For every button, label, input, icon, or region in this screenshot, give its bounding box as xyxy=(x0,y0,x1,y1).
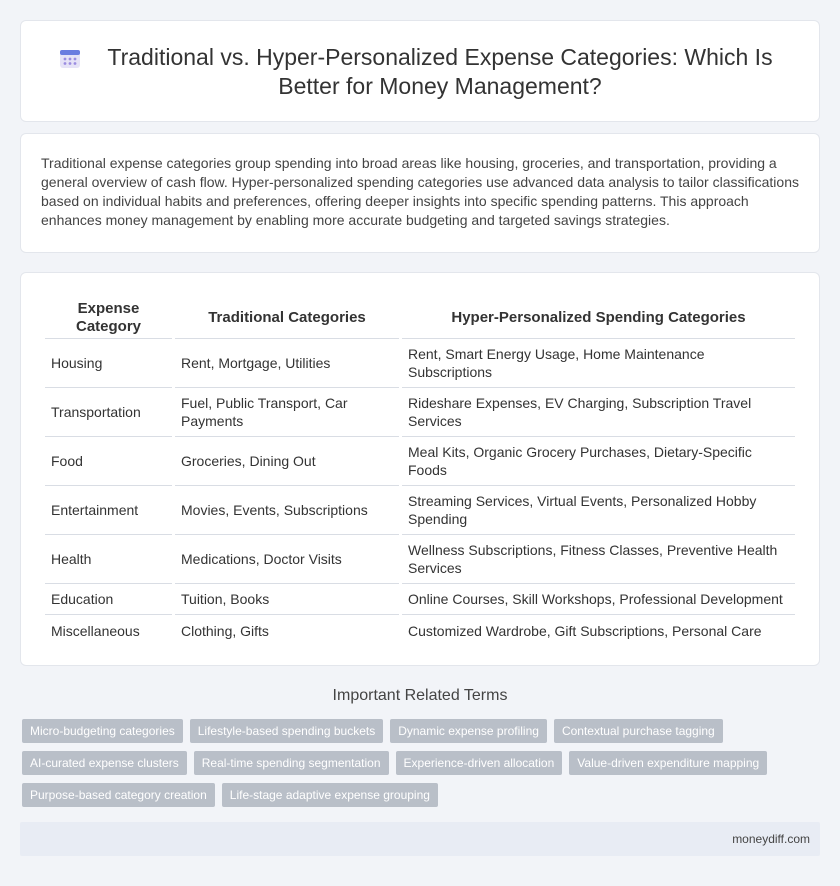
title-card xyxy=(20,20,820,122)
intro-paragraph: Traditional expense categories group spending into broad areas like housing, groceries, and transportation, providing a general overview of cash flow. Hyper-personalized spending categories use advanced data analysis to tailor classifications based on individual habits and preferences, offering deeper insights into specific spending patterns. This approach enhances money management by enabling more accurate budgeting and targeted savings strategies. xyxy=(41,155,799,228)
cell-traditional: Fuel, Public Transport, Car Payments xyxy=(175,388,399,437)
cell-hyper-personalized: Customized Wardrobe, Gift Subscriptions, Personal Care xyxy=(408,622,762,639)
related-term-tag[interactable]: Contextual purchase tagging xyxy=(554,719,723,743)
related-term-tag[interactable]: Value-driven expenditure mapping xyxy=(569,751,767,775)
related-term-tag[interactable]: Micro-budgeting categories xyxy=(22,719,183,743)
table-row xyxy=(45,584,795,615)
table-row xyxy=(45,615,795,646)
cell-traditional: Clothing, Gifts xyxy=(181,622,269,639)
cell-category: Health xyxy=(45,535,172,584)
cell-hyper-personalized: Wellness Subscriptions, Fitness Classes, Preventive Health Services xyxy=(402,535,795,584)
related-terms-list xyxy=(22,719,812,807)
cell-category: Food xyxy=(45,437,172,486)
table-row xyxy=(45,437,795,486)
intro-card xyxy=(20,133,820,253)
cell-hyper-personalized: Streaming Services, Virtual Events, Personalized Hobby Spending xyxy=(402,486,795,535)
related-term-tag[interactable]: Life-stage adaptive expense grouping xyxy=(222,783,438,807)
cell-traditional: Rent, Mortgage, Utilities xyxy=(175,339,399,388)
related-term-tag[interactable]: Real-time spending segmentation xyxy=(194,751,389,775)
cell-traditional: Tuition, Books xyxy=(175,584,399,615)
header-hyper-personalized: Hyper-Personalized Spending Categories xyxy=(402,295,795,339)
table-row xyxy=(45,535,795,584)
cell-hyper-personalized: Online Courses, Skill Workshops, Professional Development xyxy=(402,584,795,615)
comparison-table-card xyxy=(20,272,820,666)
header-expense-category: Expense Category xyxy=(45,295,172,339)
header-traditional: Traditional Categories xyxy=(175,295,399,339)
related-term-tag[interactable]: Purpose-based category creation xyxy=(22,783,215,807)
cell-traditional: Movies, Events, Subscriptions xyxy=(175,486,399,535)
table-row xyxy=(45,388,795,437)
table-row xyxy=(45,339,795,388)
related-term-tag[interactable]: Lifestyle-based spending buckets xyxy=(190,719,383,743)
cell-category: Housing xyxy=(45,339,172,388)
cell-hyper-personalized: Rideshare Expenses, EV Charging, Subscription Travel Services xyxy=(402,388,795,437)
footer-bar xyxy=(20,822,820,856)
related-term-tag[interactable]: AI-curated expense clusters xyxy=(22,751,187,775)
cell-category: Transportation xyxy=(45,388,172,437)
site-name[interactable]: moneydiff.com xyxy=(732,832,810,846)
cell-traditional: Groceries, Dining Out xyxy=(175,437,399,486)
cell-category: Education xyxy=(45,584,172,615)
cell-hyper-personalized: Meal Kits, Organic Grocery Purchases, Dietary-Specific Foods xyxy=(402,437,795,486)
cell-category: Miscellaneous xyxy=(51,622,140,639)
cell-category: Entertainment xyxy=(45,486,172,535)
cell-traditional: Medications, Doctor Visits xyxy=(175,535,399,584)
related-term-tag[interactable]: Dynamic expense profiling xyxy=(390,719,547,743)
related-term-tag[interactable]: Experience-driven allocation xyxy=(396,751,563,775)
cell-hyper-personalized: Rent, Smart Energy Usage, Home Maintenance Subscriptions xyxy=(402,339,795,388)
related-terms-heading: Important Related Terms xyxy=(332,687,508,704)
table-row xyxy=(45,486,795,535)
comparison-table xyxy=(42,295,798,646)
table-header-row xyxy=(45,295,795,339)
page-title: Traditional vs. Hyper-Personalized Expense Categories: Which Is Better for Money Management? xyxy=(107,44,773,99)
